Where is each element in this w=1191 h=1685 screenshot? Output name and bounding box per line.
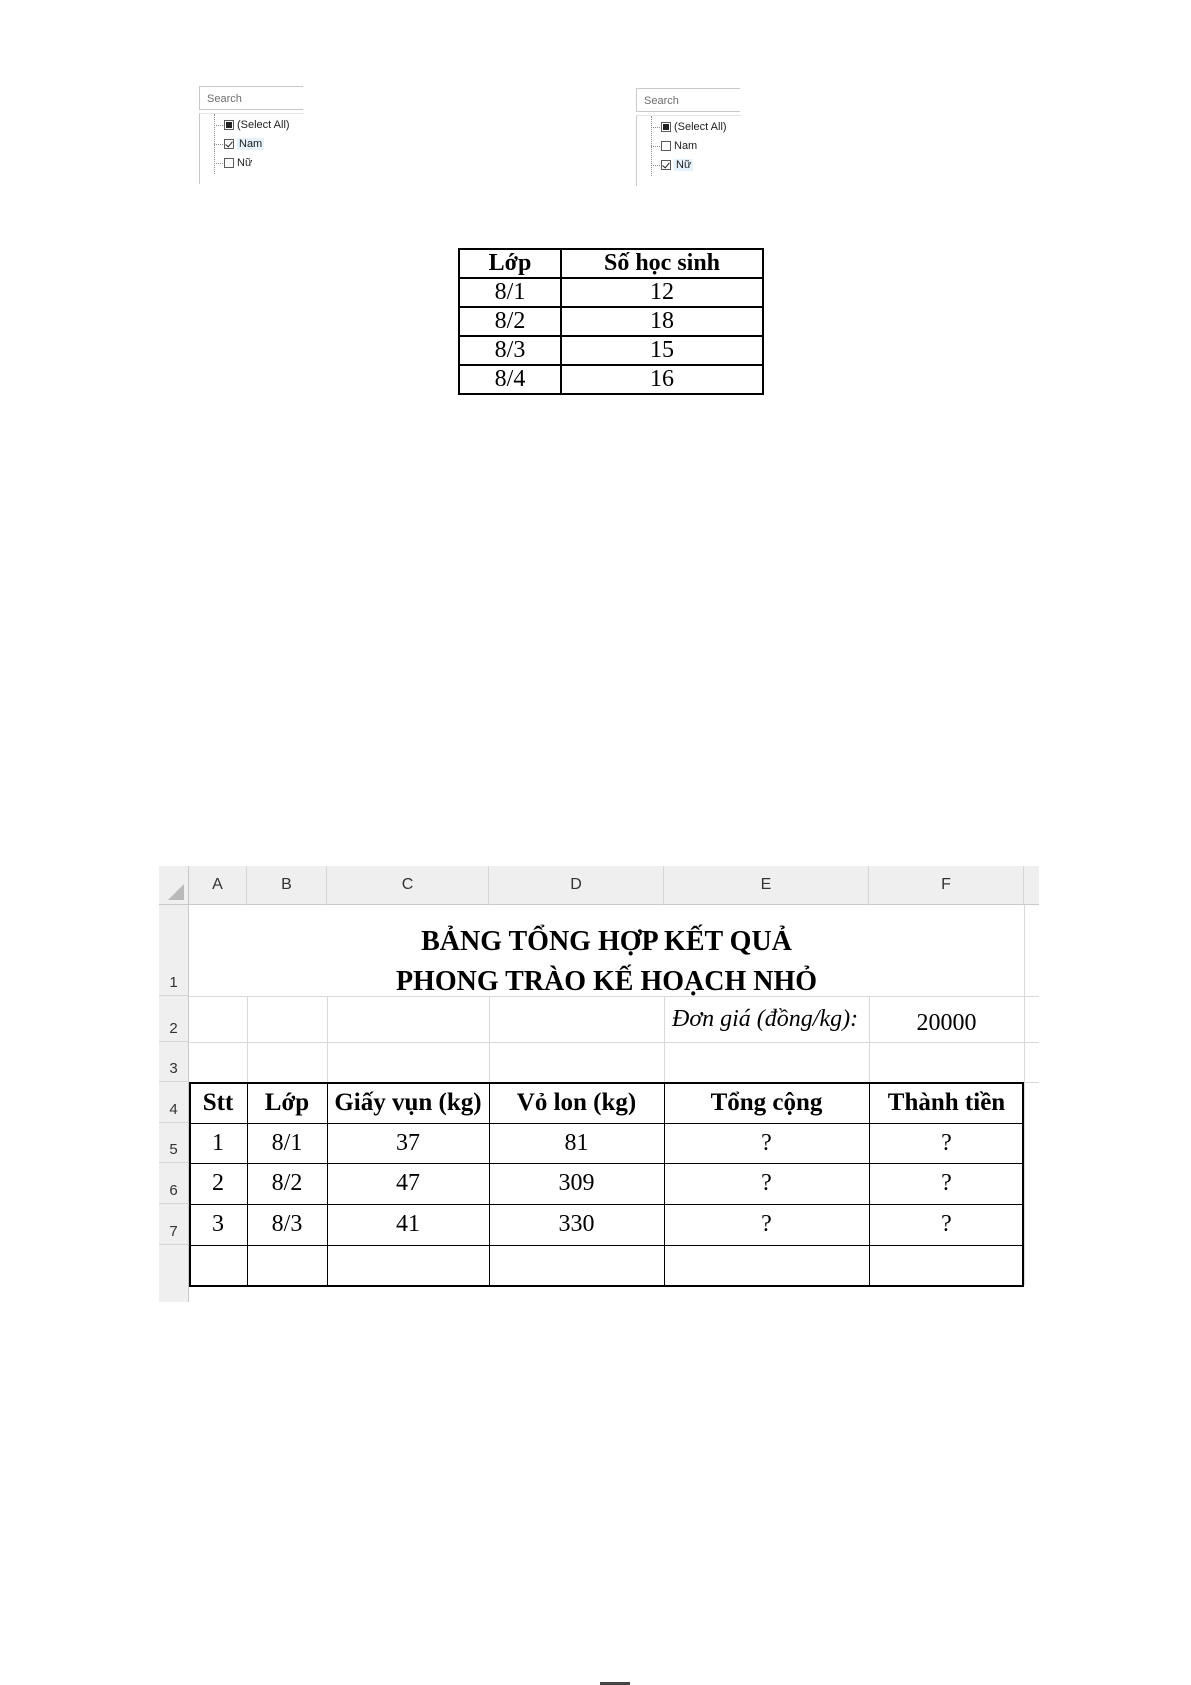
checkbox-unchecked-icon[interactable] <box>224 158 234 168</box>
cell-thanh-tien: ? <box>941 1129 952 1156</box>
filter-item-label: Nữ <box>237 157 253 169</box>
table-row <box>459 278 763 307</box>
cell-lop: 8/2 <box>459 307 561 336</box>
filter-item-select-all[interactable] <box>661 118 727 136</box>
header-lop: Lớp <box>459 249 561 278</box>
cell-tong-cong: ? <box>761 1211 772 1237</box>
row-header-6[interactable]: 6 <box>159 1163 189 1204</box>
search-input[interactable]: Search <box>199 86 303 110</box>
table-header-row <box>459 249 763 278</box>
table-row <box>459 307 763 336</box>
filter-panel-right <box>636 88 742 188</box>
tree-connector <box>651 146 660 147</box>
checkbox-partial-icon[interactable] <box>224 120 234 130</box>
cell-lop: 8/3 <box>459 336 561 365</box>
column-header-f[interactable]: F <box>869 866 1024 905</box>
row-header-7[interactable]: 7 <box>159 1204 189 1245</box>
row-header-4[interactable]: 4 <box>159 1082 189 1123</box>
column-header-d[interactable]: D <box>489 866 664 905</box>
cell-tong-cong: ? <box>761 1170 772 1196</box>
cell-giay-vun: 37 <box>396 1129 420 1156</box>
cell-so-hoc-sinh: 12 <box>561 278 763 307</box>
header-tong-cong: Tổng cộng <box>710 1088 823 1116</box>
filter-item-label: Nam <box>239 138 263 150</box>
cell-stt: 1 <box>212 1129 224 1156</box>
tree-connector <box>651 127 660 128</box>
class-student-table <box>458 248 764 395</box>
filter-item-nam[interactable] <box>224 135 264 153</box>
row-header-5[interactable]: 5 <box>159 1123 189 1163</box>
header-so-hoc-sinh: Số học sinh <box>561 249 763 278</box>
cell-lop: 8/4 <box>459 365 561 394</box>
cell-tong-cong: ? <box>761 1129 772 1156</box>
column-header-e[interactable]: E <box>664 866 869 905</box>
tree-connector <box>214 163 223 164</box>
cell-vo-lon: 81 <box>564 1129 589 1156</box>
tree-connector <box>214 125 223 126</box>
cell-so-hoc-sinh: 18 <box>561 307 763 336</box>
sheet-title-line1: BẢNG TỔNG HỢP KẾT QUẢ <box>421 926 792 957</box>
header-thanh-tien: Thành tiền <box>887 1088 1006 1116</box>
header-stt: Stt <box>202 1088 234 1116</box>
unit-price-label: Đơn giá (đồng/kg): <box>672 1005 859 1032</box>
table-row <box>459 336 763 365</box>
cell-giay-vun: 47 <box>396 1170 420 1196</box>
select-all-corner[interactable] <box>159 866 189 905</box>
checkbox-partial-icon[interactable] <box>661 122 671 132</box>
filter-item-nam[interactable] <box>661 137 697 155</box>
filter-item-label: (Select All) <box>674 121 727 133</box>
header-giay-vun: Giấy vụn (kg) <box>334 1088 482 1116</box>
column-header-c[interactable]: C <box>327 866 489 905</box>
cell-thanh-tien: ? <box>941 1211 952 1237</box>
cell-lop: 8/2 <box>271 1170 303 1196</box>
row-header-8-partial <box>159 1245 189 1302</box>
search-input[interactable]: Search <box>636 88 740 112</box>
gridline <box>1024 905 1025 1285</box>
cell-so-hoc-sinh: 15 <box>561 336 763 365</box>
cell-giay-vun: 41 <box>396 1211 420 1237</box>
row-header-3[interactable]: 3 <box>159 1042 189 1082</box>
filter-item-nu[interactable] <box>224 154 252 172</box>
cell-vo-lon: 309 <box>558 1170 595 1196</box>
filter-item-label: (Select All) <box>237 119 290 131</box>
row-header-1[interactable]: 1 <box>159 905 189 996</box>
header-lop: Lớp <box>264 1088 310 1116</box>
filter-list <box>199 113 304 184</box>
unit-price-value: 20000 <box>916 1009 977 1036</box>
filter-item-label: Nam <box>674 140 698 152</box>
checkbox-checked-icon[interactable] <box>224 139 234 149</box>
tree-connector <box>214 144 223 145</box>
tree-connector <box>651 165 660 166</box>
table-border <box>189 1245 1024 1246</box>
table-row <box>459 365 763 394</box>
cell-vo-lon: 330 <box>558 1211 595 1237</box>
filter-item-select-all[interactable] <box>224 116 290 134</box>
filter-list <box>636 115 741 186</box>
sheet-title-line2: PHONG TRÀO KẾ HOẠCH NHỎ <box>395 966 818 997</box>
header-vo-lon: Vỏ lon (kg) <box>516 1088 637 1116</box>
spreadsheet <box>159 866 1039 1302</box>
filter-item-label: Nữ <box>676 159 692 171</box>
cell-stt: 3 <box>212 1211 224 1237</box>
row-header-2[interactable]: 2 <box>159 996 189 1042</box>
checkbox-unchecked-icon[interactable] <box>661 141 671 151</box>
cell-thanh-tien: ? <box>941 1170 952 1196</box>
cell-lop: 8/1 <box>271 1129 303 1156</box>
cell-so-hoc-sinh: 16 <box>561 365 763 394</box>
column-header-b[interactable]: B <box>247 866 327 905</box>
cell-lop: 8/1 <box>459 278 561 307</box>
column-header-a[interactable]: A <box>189 866 247 905</box>
column-header-blank <box>1024 866 1039 905</box>
filter-panel-left <box>199 86 305 186</box>
filter-item-nu[interactable] <box>661 156 693 174</box>
checkbox-checked-icon[interactable] <box>661 160 671 170</box>
cell-lop: 8/3 <box>271 1211 303 1237</box>
cell-stt: 2 <box>212 1170 224 1196</box>
